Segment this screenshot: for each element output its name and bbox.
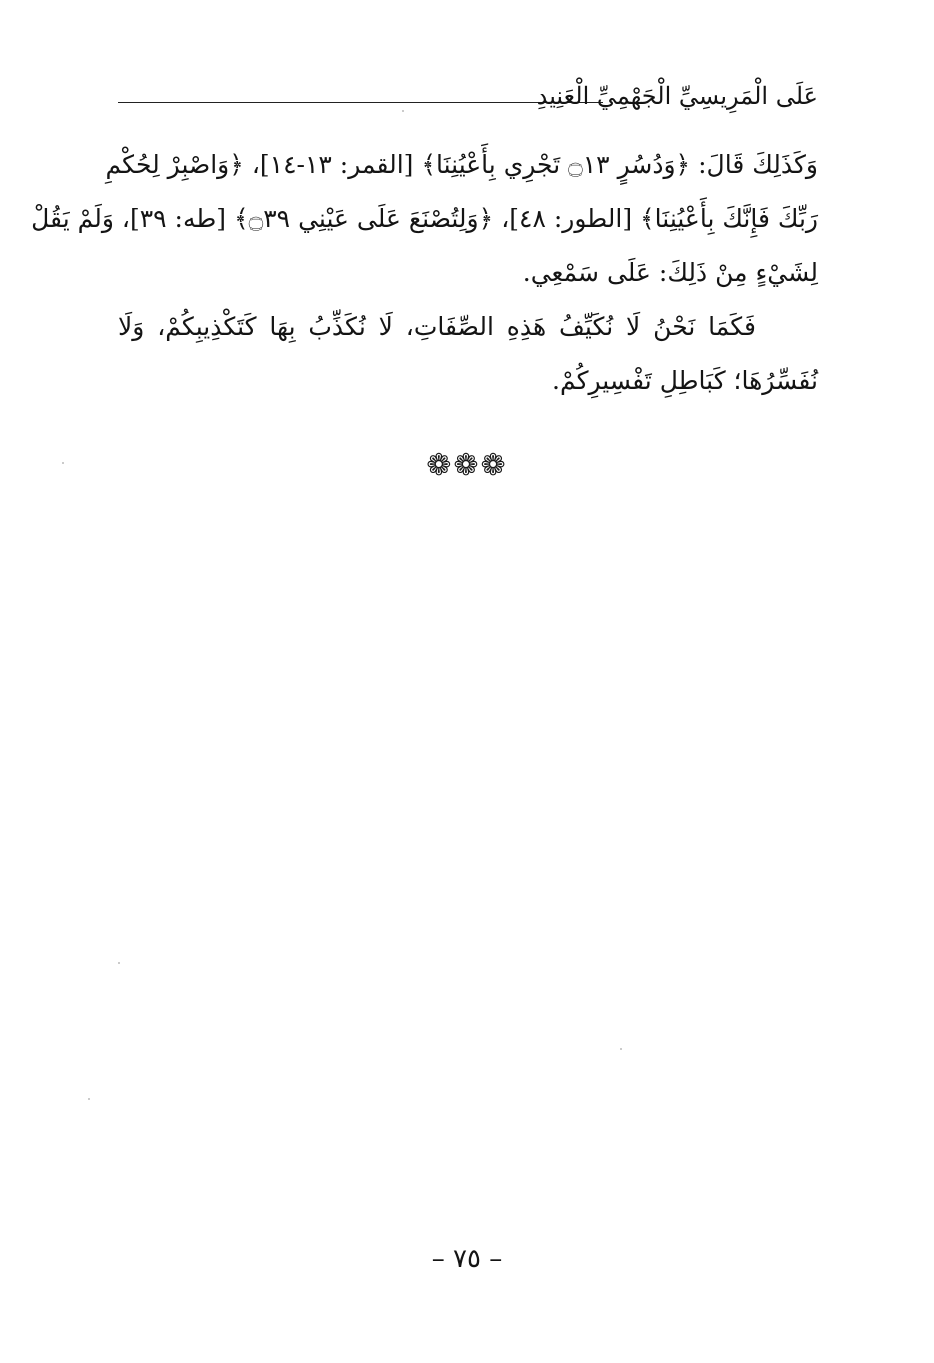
paragraph-1-line-3: لِشَيْءٍ مِنْ ذَلِكَ: عَلَى سَمْعِي. bbox=[522, 258, 818, 287]
scan-speck bbox=[402, 110, 404, 112]
paragraph-1-line-2: رَبِّكَ فَإِنَّكَ بِأَعْيُنِنَا﴾ [الطور: ٤٨]، ﴿وَلِتُصْنَعَ عَلَى عَيْنِي ۝٣٩﴾ [طه: ٣٩]، وَلَمْ يَقُلْ bbox=[31, 204, 818, 233]
running-header bbox=[118, 80, 818, 116]
body-text bbox=[31, 138, 818, 408]
scan-speck bbox=[62, 462, 64, 464]
section-divider-ornament: ❁❁❁ bbox=[426, 448, 508, 483]
scan-speck bbox=[88, 1098, 90, 1100]
paragraph-2-line-2: نُفَسِّرُهَا؛ كَبَاطِلِ تَفْسِيرِكُمْ. bbox=[552, 366, 818, 395]
header-rule bbox=[118, 102, 603, 103]
paragraph-2-line-1: فَكَمَا نَحْنُ لَا نُكَيِّفُ هَذِهِ الصِّفَاتِ، لَا نُكَذِّبُ بِهَا كَتَكْذِيبِكُمْ، وَلَا bbox=[118, 312, 756, 341]
paragraph-1 bbox=[31, 138, 818, 300]
page-number: – ٧٥ – bbox=[431, 1244, 503, 1274]
scan-speck bbox=[620, 1048, 622, 1050]
scan-speck bbox=[118, 962, 120, 964]
paragraph-2 bbox=[118, 300, 818, 408]
paragraph-1-line-1: وَكَذَلِكَ قَالَ: ﴿وَدُسُرٍ ۝١٣ تَجْرِي بِأَعْيُنِنَا﴾ [القمر: ١٣-١٤]، ﴿وَاصْبِرْ لِحُكْمِ bbox=[105, 150, 818, 179]
header-title: عَلَى الْمَرِيسِيِّ الْجَهْمِيِّ الْعَنِيدِ bbox=[536, 82, 818, 110]
